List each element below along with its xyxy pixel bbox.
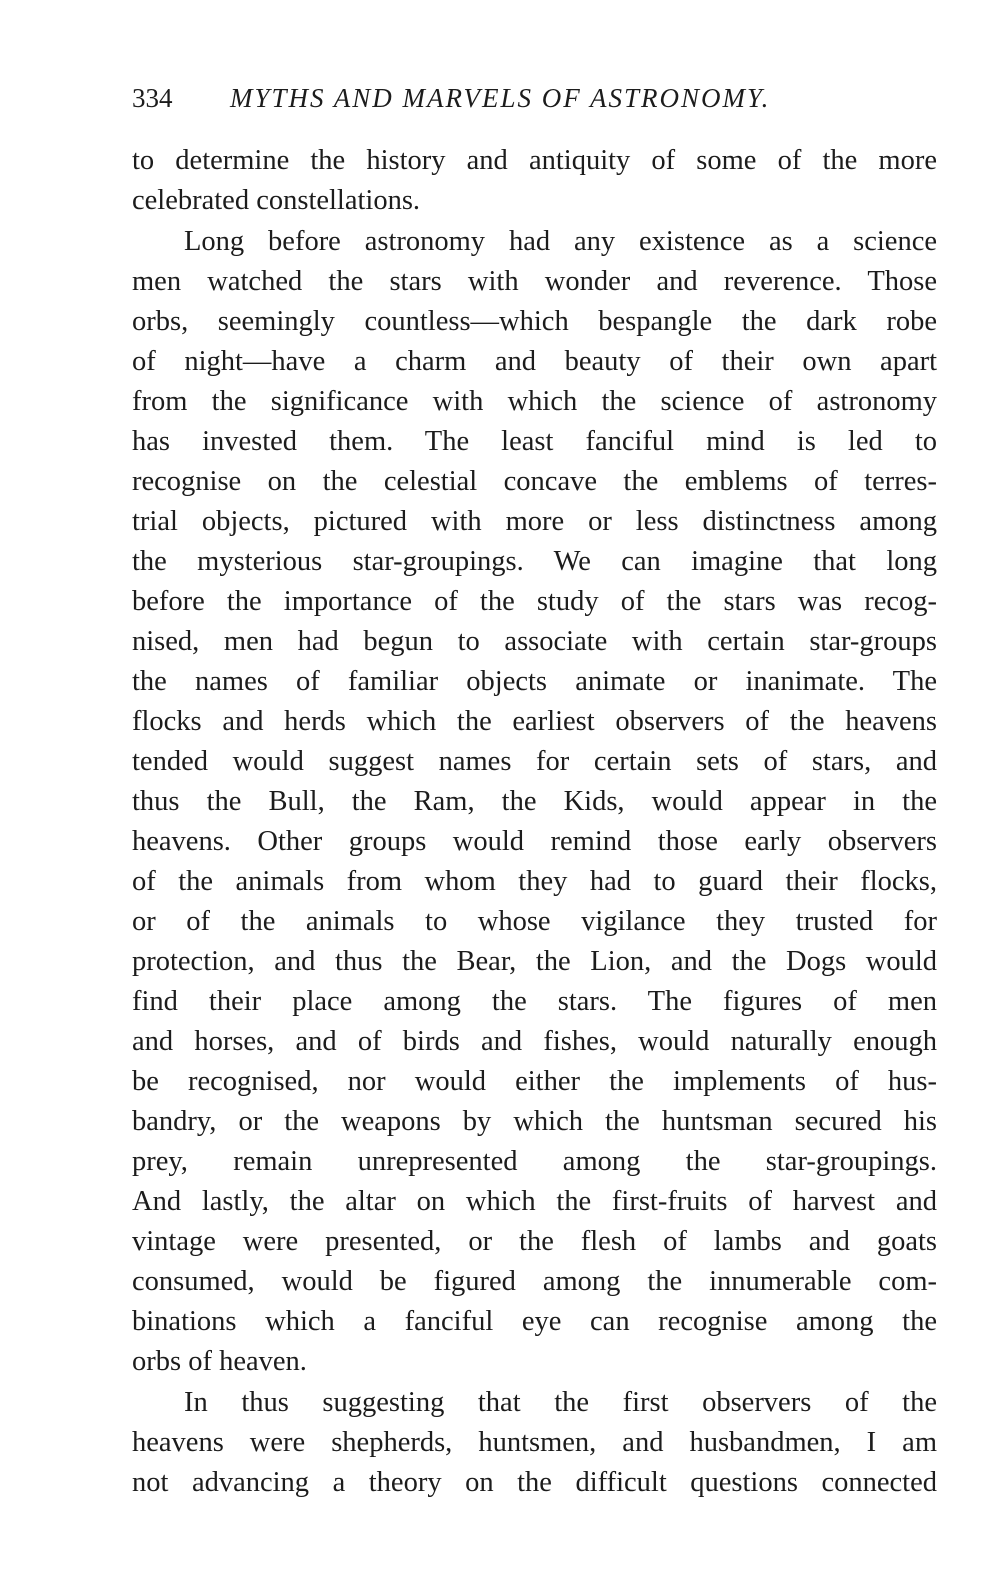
paragraph-1 (132, 141, 937, 221)
text-line: tended would suggest names for certain sets of stars, and (132, 746, 937, 777)
text-line: of the animals from whom they had to guard their flocks, (132, 866, 937, 897)
running-title: MYTHS AND MARVELS OF ASTRONOMY. (230, 83, 771, 113)
text-line: trial objects, pictured with more or less distinctness among (132, 506, 937, 537)
text-line: binations which a fanciful eye can recognise among the (132, 1306, 937, 1337)
text-line: heavens were shepherds, huntsmen, and husbandmen, I am (132, 1427, 937, 1458)
text-line: And lastly, the altar on which the first-fruits of harvest and (132, 1186, 937, 1217)
text-line: men watched the stars with wonder and reverence. Those (132, 266, 937, 297)
text-line: In thus suggesting that the first observers of the (184, 1387, 937, 1418)
text-line: be recognised, nor would either the implements of hus- (132, 1066, 937, 1097)
text-line: thus the Bull, the Ram, the Kids, would appear in the (132, 786, 937, 817)
text-line: of night—have a charm and beauty of their own apart (132, 346, 937, 377)
text-line: celebrated constellations. (132, 185, 421, 216)
text-line: not advancing a theory on the difficult questions connected (132, 1467, 937, 1498)
text-line: orbs, seemingly countless—which bespangle the dark robe (132, 306, 937, 337)
text-line: Long before astronomy had any existence as a science (184, 226, 937, 257)
body-text (132, 141, 937, 1503)
text-line: bandry, or the weapons by which the huntsman secured his (132, 1106, 937, 1137)
text-line: vintage were presented, or the flesh of lambs and goats (132, 1226, 937, 1257)
page-header (132, 78, 937, 118)
text-line: orbs of heaven. (132, 1346, 307, 1377)
text-line: the names of familiar objects animate or inanimate. The (132, 666, 937, 697)
text-line: find their place among the stars. The figures of men (132, 986, 937, 1017)
text-line: flocks and herds which the earliest observers of the heavens (132, 706, 937, 737)
text-line: heavens. Other groups would remind those early observers (132, 826, 937, 857)
text-line: from the significance with which the science of astronomy (132, 386, 937, 417)
paragraph-3 (132, 1383, 937, 1503)
text-line: and horses, and of birds and fishes, would naturally enough (132, 1026, 937, 1057)
text-line: protection, and thus the Bear, the Lion, and the Dogs would (132, 946, 937, 977)
text-line: the mysterious star-groupings. We can imagine that long (132, 546, 937, 577)
page-number: 334 (132, 83, 173, 113)
text-line: nised, men had begun to associate with certain star-groups (132, 626, 937, 657)
paragraph-2 (132, 222, 937, 1382)
text-line: before the importance of the study of the stars was recog- (132, 586, 937, 617)
text-line: recognise on the celestial concave the emblems of terres- (132, 466, 937, 497)
text-line: to determine the history and antiquity of some of the more (132, 145, 937, 176)
text-line: has invested them. The least fanciful mind is led to (132, 426, 937, 457)
text-line: or of the animals to whose vigilance they trusted for (132, 906, 937, 937)
text-line: prey, remain unrepresented among the star-groupings. (132, 1146, 937, 1177)
text-line: consumed, would be figured among the innumerable com- (132, 1266, 937, 1297)
